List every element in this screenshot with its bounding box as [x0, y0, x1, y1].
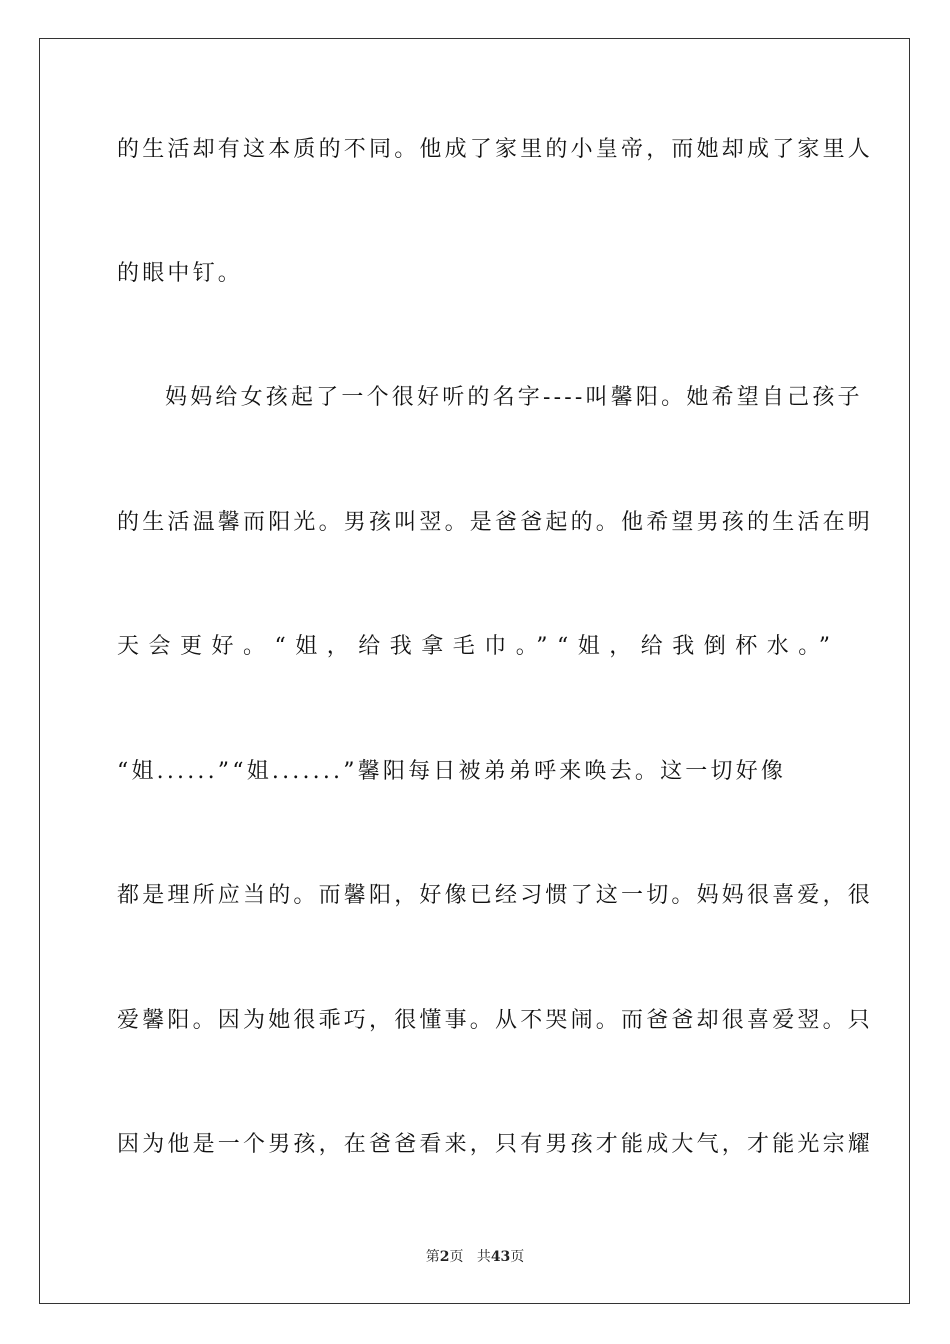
body-line-1: 的生活却有这本质的不同。他成了家里的小皇帝，而她却成了家里人: [117, 137, 874, 162]
body-line-8: 爱馨阳。因为她很乖巧，很懂事。从不哭闹。而爸爸却很喜爱翌。只: [117, 1008, 874, 1033]
body-line-6: “姐......”“姐.......”馨阳每日被弟弟呼来唤去。这一切好像: [117, 759, 787, 784]
page-suffix: 页: [449, 1249, 464, 1265]
page-number: 2: [439, 1249, 450, 1265]
body-line-4: 的生活温馨而阳光。男孩叫翌。是爸爸起的。他希望男孩的生活在明: [117, 510, 874, 535]
body-line-5: 天会更好。“姐，给我拿毛巾。”“姐，给我倒杯水。”: [117, 634, 840, 659]
total-suffix: 页: [510, 1249, 525, 1265]
total-pages: 43: [490, 1249, 511, 1265]
body-line-9: 因为他是一个男孩，在爸爸看来，只有男孩才能成大气，才能光宗耀: [117, 1132, 874, 1157]
body-line-2: 的眼中钉。: [117, 261, 244, 286]
page-prefix: 第: [425, 1249, 440, 1265]
page-border: [39, 38, 910, 1304]
page-footer: [0, 1248, 950, 1266]
total-prefix: 共: [476, 1249, 491, 1265]
body-line-3: 妈妈给女孩起了一个很好听的名字----叫馨阳。她希望自己孩子: [165, 385, 863, 410]
body-line-7: 都是理所应当的。而馨阳，好像已经习惯了这一切。妈妈很喜爱，很: [117, 883, 874, 908]
